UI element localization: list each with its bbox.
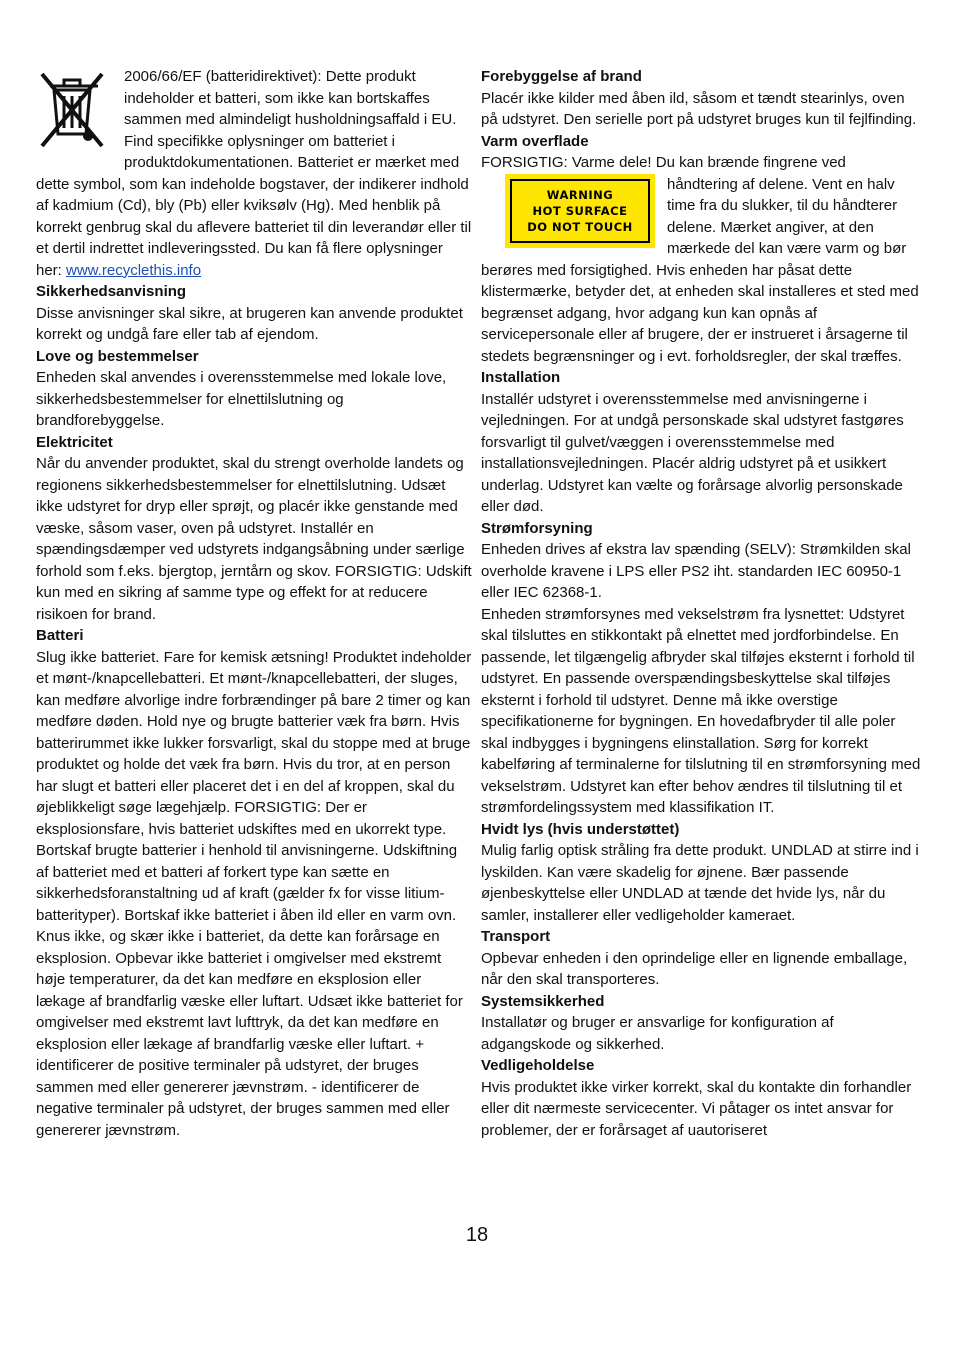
fire-text: Placér ikke kilder med åben ild, såsom et tændt stearinlys, oven på udstyret. Den serielle port på udstyret bruges kun til fejlfinding. <box>481 89 917 128</box>
section-heading: Hvidt lys (hvis understøttet) <box>481 820 680 838</box>
section-heading: Strømforsyning <box>481 519 593 537</box>
warning-label-line2: HOT SURFACE <box>532 203 628 218</box>
section-text: Enheden strømforsynes med vekselstrøm fra lysnettet: Udstyret skal tilsluttes en stikkontakt på elnettet med jordforbindelse. En passende, let tilgængelig afbryder skal tilføjes eksternt i forhold til udstyret. En passende overspændingsbeskyttelse skal tilføjes eksternt i forhold til udstyret. Denne må ikke overstige specifikationerne for bygningen. En hovedafbryder til alle poler skal indbygges i bygningens elinstallation. Sørg for korrekt kabelføring af terminalerne for tilslutning til en strømforsyning med vekselstrøm. Udstyret kan efter behov ændres til tilslutning til et strømfordelingssystem med klassifikation IT. <box>481 605 921 816</box>
crossed-out-wheelie-bin-icon <box>36 68 108 154</box>
hot-surface-text-first: FORSIGTIG: Varme dele! Du kan brænde fingrene ved <box>481 154 846 171</box>
section-text: Enheden skal anvendes i overensstemmelse med lokale love, sikkerhedsbestemmelser for elnettilslutning og brandforebyggelse. <box>36 369 447 429</box>
section-heading: Transport <box>481 928 551 945</box>
warning-label-frame <box>510 179 650 243</box>
section-text: Installér udstyret i overensstemmelse med anvisningerne i vejledningen. For at undgå personskade skal udstyret fastgøres forsvarligt til gulvet/væggen i overensstemmelse med installationsvejledningen. Placér aldrig udstyret på et usikkert underlag. Udstyret kan vælte og forårsage alvorlig personskade eller død. <box>481 390 904 515</box>
section-text: Når du anvender produktet, skal du strengt overholde landets og regionens sikkerhedsbestemmelser for elnettilslutning. Udsæt ikke udstyret for dryp eller sprøjt, og placér ikke genstande med væske, såsom vaser, oven på udstyret. Installér en spændingsdæmper ved udstyrets indgangsåbning under særlige forhold som f.eks. bjergtop, jerntårn og skov. FORSIGTIG: Udskift kun med en sikring af samme type og effekt for at reducere risikoen for brand. <box>36 455 472 623</box>
section-text: Enheden drives af ekstra lav spænding (SELV): Strømkilden skal overholde kravene i LPS eller PS2 iht. standarden IEC 60950-1 eller IEC 62368-1. <box>481 541 911 601</box>
section-heading: Batteri <box>36 627 84 644</box>
recyclethis-link[interactable]: www.recyclethis.info <box>66 261 202 279</box>
warning-label-line1: WARNING <box>546 187 614 202</box>
section-text: Hvis produktet ikke virker korrekt, skal du kontakte din forhandler eller dit nærmeste servicecenter. Vi påtager os intet ansvar for problemer, der er forårsaget af uautoriseret <box>481 1078 912 1139</box>
section-heading: Vedligeholdelse <box>481 1057 595 1074</box>
warning-label-line3: DO NOT TOUCH <box>527 219 633 234</box>
battery-directive-text: 2006/66/EF (batteridirektivet): Dette produkt indeholder et batteri, som ikke kan bortskaffes sammen med almindeligt husholdningsaffald i EU. Find specifikke oplysninger om batteriet i produktdokumentationen. Batteriet er mærket med dette symbol, som kan indeholde bogstaver, der indikerer indhold af kadmium (Cd), bly (Pb) eller kviksølv (Hg). Med henblik på korrekt genbrug skal du aflevere batteriet til din leverandør eller til et dertil indrettet indleveringssted. Du kan få flere oplysninger her: <box>36 68 472 279</box>
left-column <box>36 66 472 1141</box>
section-text: Mulig farlig optisk stråling fra dette produkt. UNDLAD at stirre ind i lyskilden. Kan være skadelig for øjnene. Bær passende øjenbeskyttelse eller UNDLAD at tænde det hvide lys, når du samler, installerer eller vedligeholder kameraet. <box>481 842 919 924</box>
section-heading: Systemsikkerhed <box>481 992 605 1010</box>
section-text: Disse anvisninger skal sikre, at brugeren kan anvende produktet korrekt og undgå fare eller tab af ejendom. <box>36 304 463 343</box>
section-heading: Sikkerhedsanvisning <box>36 283 187 300</box>
section-heading: Installation <box>481 369 561 386</box>
hot-surface-heading: Varm overflade <box>481 132 589 150</box>
section-text: Slug ikke batteriet. Fare for kemisk ætsning! Produktet indeholder et mønt-/knapcellebatteri. Et mønt-/knapcellebatteri, der sluges, kan medføre alvorlige indre forbrændinger på bare 2 timer og kan medføre døden. Hold nye og brugte batterier væk fra børn. Hvis batterirummet ikke lukker forsvarligt, skal du stoppe med at bruge produktet og holde det væk fra børn. Hvis du tror, at en person har slugt et batteri eller placeret det i en del af kroppen, skal du øjeblikkeligt søge lægehjælp. FORSIGTIG: Der er eksplosionsfare, hvis batteriet udskiftes med en ukorrekt type. Bortskaf brugte batterier i henhold til anvisningerne. Udskiftning af batteriet med et batteri af forkert type kan sætte en sikkerhedsforanstaltning ud af kraft (gælder fx for visse litium-batterityper). Bortskaf ikke batteriet i åben ild eller en varm ovn. Knus ikke, og skær ikke i batteriet, da dette kan forårsage en eksplosion. Opbevar ikke batteriet i omgivelser med ekstremt høje temperaturer, da det kan medføre en eksplosion eller lækage af brandfarlig væske eller luftart. Udsæt ikke batteriet for omgivelser med ekstremt lavt lufttryk, da det kan medføre en eksplosion eller lækage af brandfarlig væske eller luftart. + identificerer de positive terminaler på udstyret, der bruges sammen med eller genererer jævnstrøm. - identificerer de negative terminaler på udstyret, der bruges sammen med eller genererer jævnstrøm. <box>36 648 472 1139</box>
section-text: Installatør og bruger er ansvarlige for konfiguration af adgangskode og sikkerhed. <box>481 1014 834 1053</box>
section-heading: Love og bestemmelser <box>36 347 199 365</box>
page-number: 18 <box>465 1224 489 1246</box>
fire-heading: Forebyggelse af brand <box>481 68 642 85</box>
hot-surface-text-rest: håndtering af delene. Vent en halv time fra du slukker, til du håndterer delene. Mærket angiver, at den mærkede del kan være varm og bør berøres med forsigtighed. Hvis enheden har påsat dette klistermærke, betyder det, at enheden skal installeres et sted med begrænset adgang, hvor adgang kun kan opnås af servicepersonale eller af brugere, der er instrueret i årsagerne til stedets begrænsninger og i evt. forholdsregler, der skal træffes. <box>481 175 919 365</box>
section-heading: Elektricitet <box>36 433 113 451</box>
hot-surface-warning-label <box>505 174 655 248</box>
section-text: Opbevar enheden i den oprindelige eller en lignende emballage, når den skal transporteres. <box>481 949 908 988</box>
right-column <box>481 66 921 1141</box>
